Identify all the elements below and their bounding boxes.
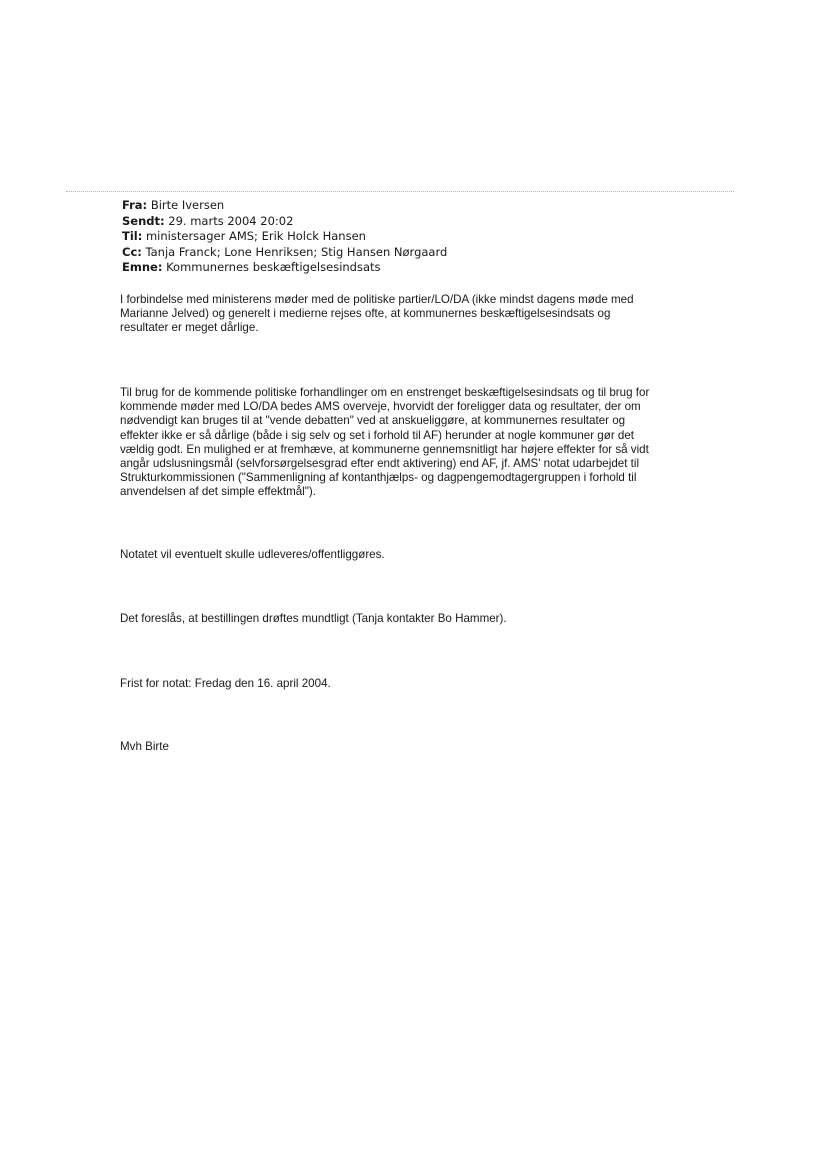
paragraph-line: kommende møder med LO/DA bedes AMS overveje, hvorvidt der foreligger data og resultater, der om	[120, 400, 641, 414]
paragraph-line: Strukturkommissionen ("Sammenligning af kontanthjælps- og dagpengemodtagergruppen i forhold til	[120, 471, 637, 485]
from-row	[122, 198, 722, 214]
body-paragraph-3	[120, 548, 720, 562]
body-paragraph-4	[120, 612, 720, 626]
paragraph-line: angår udslusningsmål (selvforsørgelsesgrad efter endt aktivering) end AF, jf. AMS' notat udarbejdet til	[120, 457, 640, 471]
paragraph-line: effekter ikke er så dårlige (både i sig selv og set i forhold til AF) herunder at nogle kommuner gør det	[120, 428, 635, 442]
cc-row	[122, 245, 722, 261]
deadline-paragraph	[120, 677, 720, 691]
from-label: Fra:	[122, 198, 148, 212]
paragraph-line: Marianne Jelved) og generelt i medierne rejses ofte, at kommunernes beskæftigelsesindsats og	[120, 307, 611, 321]
sent-value: 29. marts 2004 20:02	[168, 213, 294, 228]
paragraph-line: nødvendigt kan bruges til at "vende debatten" ved at anskueliggøre, at kommunernes resultater og	[120, 414, 626, 428]
paragraph-line: I forbindelse med ministerens møder med de politiske partier/LO/DA (ikke mindst dagens møde med	[120, 293, 634, 306]
to-value: ministersager AMS; Erik Holck Hansen	[145, 229, 366, 243]
paragraph-line: resultater er meget dårlige.	[120, 321, 259, 335]
sent-label: Sendt:	[122, 213, 165, 228]
paragraph-line: anvendelsen af det simple effektmål").	[120, 485, 316, 499]
to-label: Til:	[122, 229, 143, 243]
header-separator-line	[66, 191, 734, 192]
from-value: Birte Iversen	[150, 198, 225, 212]
paragraph-line: Frist for notat: Fredag den 16. april 2004.	[120, 677, 331, 690]
body-paragraph-2	[120, 386, 720, 500]
subject-row	[122, 260, 722, 276]
sent-row	[122, 214, 722, 230]
subject-value: Kommunernes beskæftigelsesindsats	[166, 260, 381, 274]
email-header	[122, 198, 722, 276]
to-row	[122, 229, 722, 245]
paragraph-line: Notatet vil eventuelt skulle udleveres/offentliggøres.	[120, 548, 385, 561]
paragraph-line: Til brug for de kommende politiske forhandlinger om en enstrenget beskæftigelsesindsats og til brug for	[120, 386, 650, 399]
cc-value: Tanja Franck; Lone Henriksen; Stig Hansen Nørgaard	[145, 244, 448, 259]
signoff	[120, 740, 720, 754]
body-paragraph-1	[120, 293, 720, 336]
subject-label: Emne:	[122, 260, 163, 274]
paragraph-line: vældig godt. En mulighed er at fremhæve, at kommunerne gennemsnitligt har højere effekter for så vidt	[120, 442, 649, 456]
paragraph-line: Det foreslås, at bestillingen drøftes mundtligt (Tanja kontakter Bo Hammer).	[120, 612, 507, 625]
signoff-text: Mvh Birte	[120, 740, 169, 753]
cc-label: Cc:	[122, 244, 142, 259]
